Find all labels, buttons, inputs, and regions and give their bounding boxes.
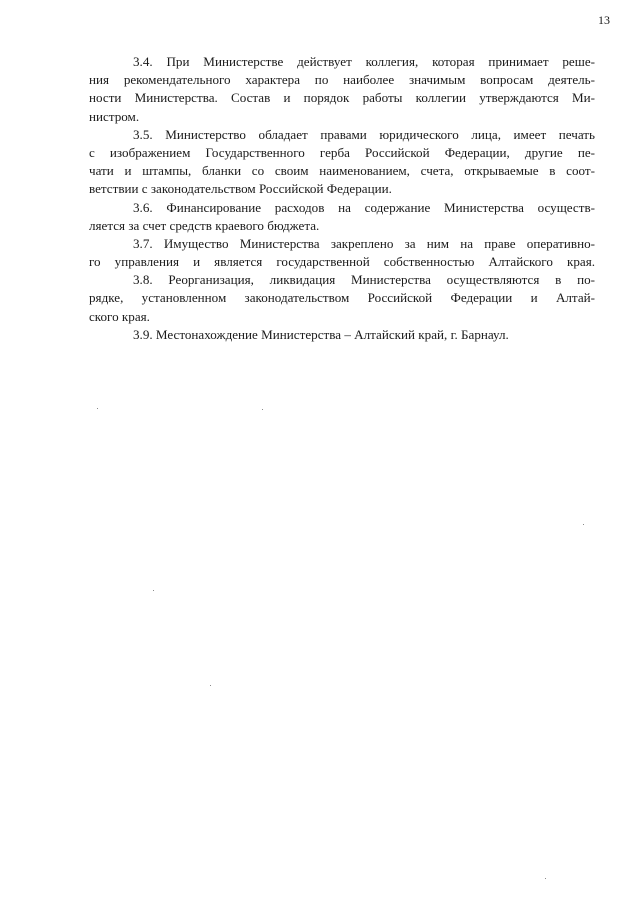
paragraph-line: 3.5. Министерство обладает правами юридического лица, имеет печать — [133, 126, 595, 142]
paragraph-line: ского края. — [89, 308, 150, 324]
scan-speck — [210, 685, 211, 686]
paragraph-line: 3.4. При Министерстве действует коллегия, которая принимает реше- — [133, 54, 595, 69]
paragraph-line: 3.7. Имущество Министерства закреплено за ним на праве оперативно- — [133, 235, 595, 251]
paragraph-line: ляется за счет средств краевого бюджета. — [89, 217, 320, 233]
paragraph-3-4 — [89, 53, 595, 126]
paragraph-line: го управления и является государственной собственностью Алтайского края. — [89, 254, 595, 270]
paragraph-line: 3.6. Финансирование расходов на содержание Министерства осуществ- — [133, 199, 595, 215]
paragraph-line: ности Министерства. Состав и порядок работы коллегии утверждаются Ми- — [89, 90, 595, 106]
paragraph-line: ния рекомендательного характера по наиболее значимым вопросам деятель- — [89, 72, 595, 88]
scan-speck — [262, 409, 263, 410]
paragraph-line: 3.8. Реорганизация, ликвидация Министерства осуществляются в по- — [133, 272, 595, 288]
paragraph-3-5 — [89, 126, 595, 199]
paragraph-line: ветствии с законодательством Российской Федерации. — [89, 181, 392, 197]
paragraph-line: с изображением Государственного герба Российской Федерации, другие пе- — [89, 144, 595, 160]
document-body — [89, 53, 595, 344]
scan-speck — [153, 590, 154, 591]
paragraph-3-8 — [89, 271, 595, 326]
scan-speck — [545, 878, 546, 879]
paragraph-3-9 — [89, 326, 595, 344]
paragraph-3-6 — [89, 199, 595, 235]
paragraph-line: 3.9. Местонахождение Министерства – Алтайский край, г. Барнаул. — [133, 326, 509, 342]
scan-speck — [583, 524, 584, 525]
paragraph-line: нистром. — [89, 108, 140, 124]
paragraph-3-7 — [89, 235, 595, 271]
paragraph-line: рядке, установленном законодательством Российской Федерации и Алтай- — [89, 290, 595, 306]
paragraph-line: чати и штампы, бланки со своим наименованием, счета, открываемые в соот- — [89, 163, 595, 179]
scan-speck — [97, 408, 98, 409]
page-number: 13 — [598, 13, 610, 27]
